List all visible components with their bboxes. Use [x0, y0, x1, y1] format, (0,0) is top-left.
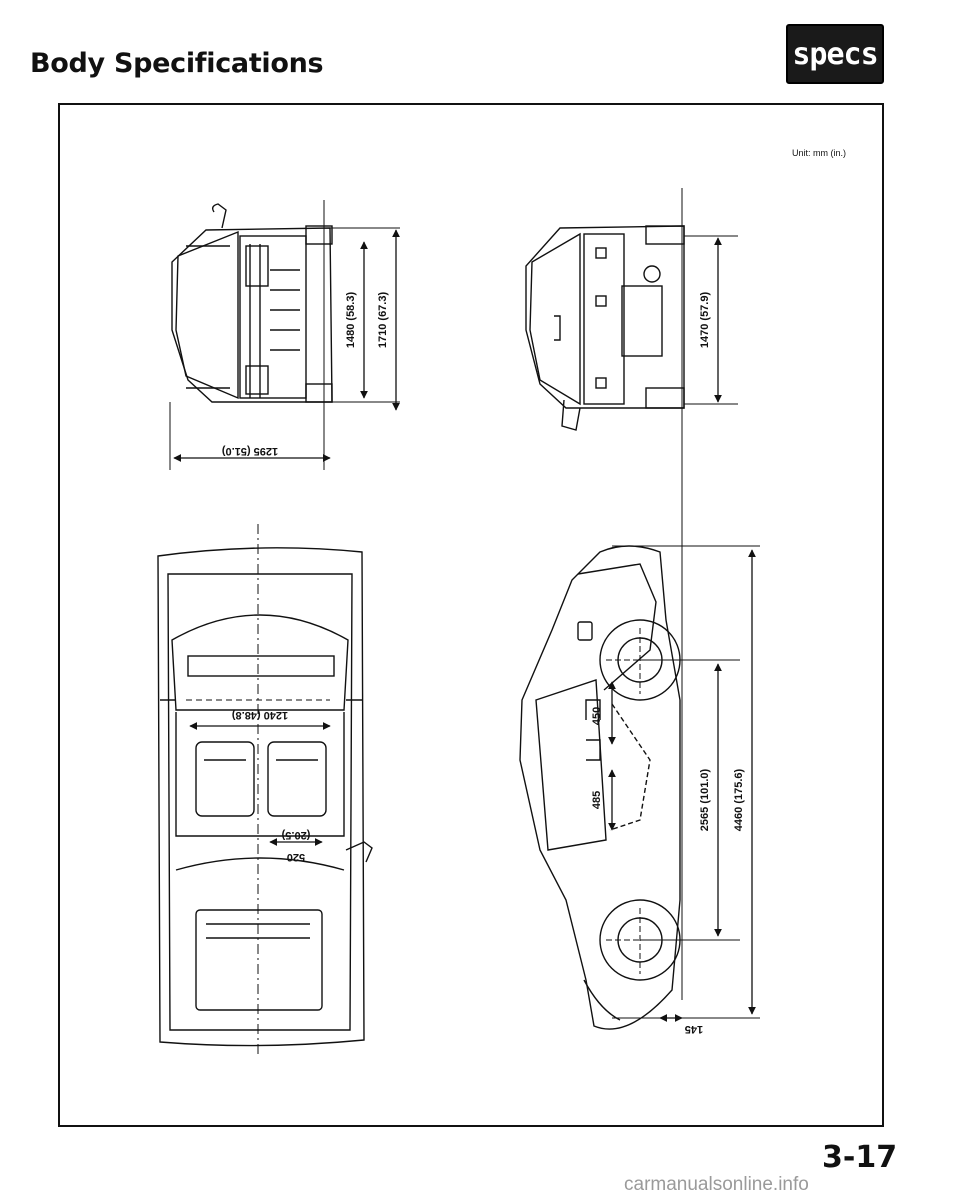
seat-offset-label-a: 520 [286, 851, 306, 863]
page-number: 3-17 [822, 1140, 898, 1175]
unit-label: Unit: mm (in.) [792, 148, 846, 158]
wheelbase-label: 2565 (101.0) [699, 768, 711, 832]
front-view-dimensions [174, 230, 396, 458]
rear-height-label: 1470 (57.9) [699, 291, 711, 349]
top-view-dimensions [190, 726, 330, 842]
interior-width-label: 1240 (48.8) [231, 709, 289, 721]
side-view [520, 546, 760, 1029]
specs-badge: specs [786, 24, 884, 84]
page-title: Body Specifications [30, 48, 324, 79]
dim-450-label: 450 [591, 706, 603, 726]
overall-length-label: 4460 (175.6) [733, 768, 745, 832]
front-height-roof-label: 1480 (58.3) [345, 291, 357, 349]
seat-offset-label-b: (20.5) [281, 829, 311, 841]
overhang-label: 145 [684, 1023, 704, 1035]
top-view [158, 524, 372, 1056]
front-height-overall-label: 1710 (67.3) [377, 291, 389, 349]
front-track-width-label: 1295 (51.0) [221, 445, 279, 457]
dim-485-label: 485 [591, 790, 603, 810]
front-view [170, 200, 400, 470]
watermark[interactable]: carmanualsonline.info [624, 1174, 809, 1195]
